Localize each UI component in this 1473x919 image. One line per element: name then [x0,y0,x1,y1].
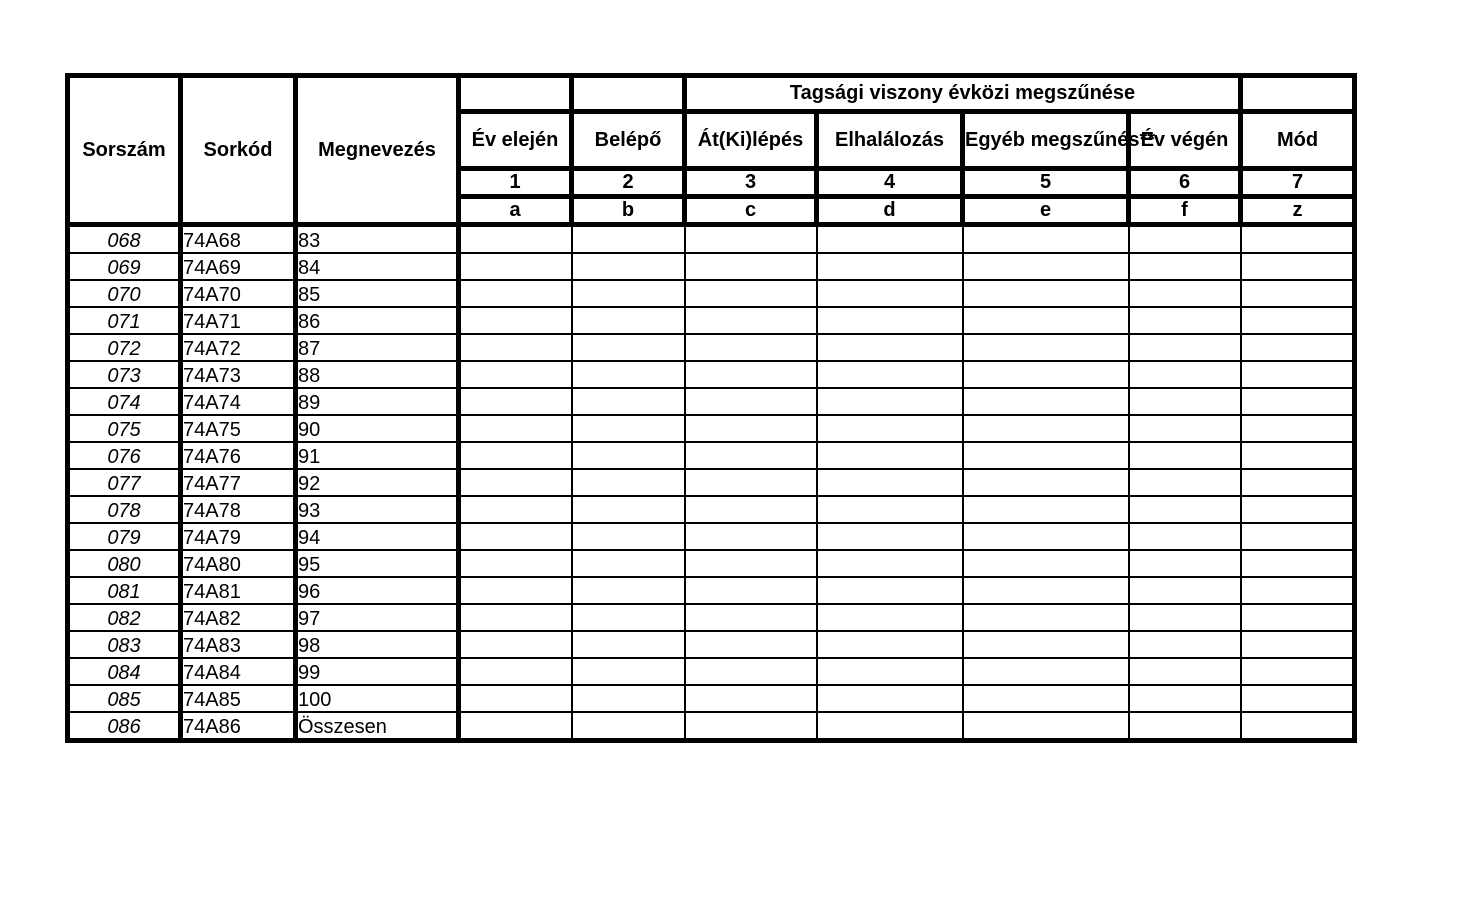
input-cell[interactable] [1129,631,1241,658]
column-header-label: Mód [1241,112,1355,169]
row-code: 74A71 [181,307,296,334]
column-header-label: Elhalálozás [817,112,963,169]
input-cell[interactable] [459,712,572,741]
row-name: 85 [296,280,459,307]
input-cell[interactable] [1241,307,1355,334]
input-cell[interactable] [459,523,572,550]
membership-form-table [65,73,1357,743]
row-name: 83 [296,225,459,254]
table-row [68,496,1355,523]
column-header-letter: c [685,197,817,225]
column-header-letter: f [1129,197,1241,225]
table-row [68,577,1355,604]
input-cell[interactable] [963,523,1129,550]
input-cell[interactable] [817,577,963,604]
column-header-label: Egyéb megszűnés** [963,112,1129,169]
row-name: 93 [296,496,459,523]
row-code: 74A69 [181,253,296,280]
input-cell[interactable] [572,253,685,280]
input-cell[interactable] [459,469,572,496]
row-code: 74A68 [181,225,296,254]
input-cell[interactable] [459,577,572,604]
input-cell[interactable] [1129,658,1241,685]
input-cell[interactable] [572,334,685,361]
table-row [68,361,1355,388]
column-header-letter: e [963,197,1129,225]
input-cell[interactable] [817,388,963,415]
row-code: 74A77 [181,469,296,496]
input-cell[interactable] [1129,334,1241,361]
input-cell[interactable] [1241,334,1355,361]
input-cell[interactable] [1129,253,1241,280]
row-serial: 085 [68,685,181,712]
table-row [68,685,1355,712]
row-name: 91 [296,442,459,469]
input-cell[interactable] [572,712,685,741]
group-header-blank-1 [459,76,572,112]
row-code: 74A76 [181,442,296,469]
group-header-blank-3 [1241,76,1355,112]
group-header-blank-2 [572,76,685,112]
input-cell[interactable] [572,685,685,712]
row-code: 74A73 [181,361,296,388]
input-cell[interactable] [685,685,817,712]
column-header-label: Belépő [572,112,685,169]
row-code: 74A74 [181,388,296,415]
input-cell[interactable] [817,496,963,523]
table-row [68,442,1355,469]
table-row [68,334,1355,361]
input-cell[interactable] [1129,388,1241,415]
input-cell[interactable] [685,523,817,550]
row-serial: 071 [68,307,181,334]
row-name: 84 [296,253,459,280]
table-row [68,225,1355,254]
input-cell[interactable] [572,225,685,254]
input-cell[interactable] [572,577,685,604]
input-cell[interactable] [817,685,963,712]
column-header-number: 5 [963,169,1129,197]
input-cell[interactable] [685,307,817,334]
row-name: 99 [296,658,459,685]
input-cell[interactable] [572,307,685,334]
row-name: 100 [296,685,459,712]
input-cell[interactable] [1241,631,1355,658]
column-header-letter: z [1241,197,1355,225]
input-cell[interactable] [459,550,572,577]
column-header-letter: b [572,197,685,225]
input-cell[interactable] [817,253,963,280]
header-row-group [68,76,1355,112]
row-name: 94 [296,523,459,550]
row-code: 74A83 [181,631,296,658]
input-cell[interactable] [1241,550,1355,577]
row-code: 74A84 [181,658,296,685]
column-header-letter: a [459,197,572,225]
input-cell[interactable] [572,469,685,496]
input-cell[interactable] [685,577,817,604]
column-header-number: 4 [817,169,963,197]
row-serial: 080 [68,550,181,577]
group-header-title: Tagsági viszony évközi megszűnése [685,76,1241,112]
input-cell[interactable] [572,496,685,523]
input-cell[interactable] [685,415,817,442]
input-cell[interactable] [963,658,1129,685]
input-cell[interactable] [963,442,1129,469]
input-cell[interactable] [1129,280,1241,307]
input-cell[interactable] [817,280,963,307]
input-cell[interactable] [1129,523,1241,550]
input-cell[interactable] [1129,469,1241,496]
row-serial: 076 [68,442,181,469]
input-cell[interactable] [459,388,572,415]
row-code: 74A78 [181,496,296,523]
row-name: 89 [296,388,459,415]
input-cell[interactable] [963,496,1129,523]
input-cell[interactable] [572,550,685,577]
table-row [68,307,1355,334]
row-name: 90 [296,415,459,442]
input-cell[interactable] [1241,388,1355,415]
row-name: 98 [296,631,459,658]
row-name: Összesen [296,712,459,741]
header-sorkod: Sorkód [181,76,296,225]
input-cell[interactable] [817,631,963,658]
input-cell[interactable] [1241,496,1355,523]
row-code: 74A80 [181,550,296,577]
input-cell[interactable] [1241,604,1355,631]
input-cell[interactable] [963,469,1129,496]
input-cell[interactable] [817,361,963,388]
input-cell[interactable] [1241,415,1355,442]
row-name: 86 [296,307,459,334]
input-cell[interactable] [1241,361,1355,388]
row-serial: 081 [68,577,181,604]
row-serial: 073 [68,361,181,388]
input-cell[interactable] [459,361,572,388]
input-cell[interactable] [685,225,817,254]
input-cell[interactable] [817,550,963,577]
row-serial: 082 [68,604,181,631]
input-cell[interactable] [459,442,572,469]
row-serial: 068 [68,225,181,254]
input-cell[interactable] [459,631,572,658]
table-row [68,658,1355,685]
input-cell[interactable] [1129,496,1241,523]
input-cell[interactable] [963,712,1129,741]
column-header-number: 7 [1241,169,1355,197]
row-serial: 075 [68,415,181,442]
input-cell[interactable] [1129,604,1241,631]
row-serial: 078 [68,496,181,523]
row-serial: 086 [68,712,181,741]
column-header-number: 3 [685,169,817,197]
input-cell[interactable] [963,334,1129,361]
row-code: 74A79 [181,523,296,550]
input-cell[interactable] [685,280,817,307]
input-cell[interactable] [1241,577,1355,604]
input-cell[interactable] [963,604,1129,631]
row-code: 74A85 [181,685,296,712]
row-code: 74A75 [181,415,296,442]
input-cell[interactable] [685,469,817,496]
header-sorszam: Sorszám [68,76,181,225]
table-row [68,280,1355,307]
input-cell[interactable] [963,361,1129,388]
column-header-label: Év elején [459,112,572,169]
input-cell[interactable] [963,388,1129,415]
input-cell[interactable] [1241,523,1355,550]
input-cell[interactable] [1129,577,1241,604]
row-name: 97 [296,604,459,631]
table-row [68,604,1355,631]
input-cell[interactable] [1241,253,1355,280]
input-cell[interactable] [1129,685,1241,712]
row-code: 74A86 [181,712,296,741]
row-code: 74A82 [181,604,296,631]
input-cell[interactable] [817,415,963,442]
input-cell[interactable] [817,469,963,496]
input-cell[interactable] [963,631,1129,658]
column-header-label: Át(Ki)lépés [685,112,817,169]
input-cell[interactable] [685,712,817,741]
input-cell[interactable] [572,658,685,685]
input-cell[interactable] [963,253,1129,280]
input-cell[interactable] [685,604,817,631]
column-header-letter: d [817,197,963,225]
input-cell[interactable] [817,604,963,631]
row-serial: 084 [68,658,181,685]
input-cell[interactable] [459,334,572,361]
row-name: 88 [296,361,459,388]
column-header-number: 2 [572,169,685,197]
input-cell[interactable] [459,604,572,631]
row-serial: 083 [68,631,181,658]
column-header-number: 6 [1129,169,1241,197]
input-cell[interactable] [459,280,572,307]
input-cell[interactable] [685,253,817,280]
input-cell[interactable] [459,253,572,280]
column-header-number: 1 [459,169,572,197]
input-cell[interactable] [685,550,817,577]
input-cell[interactable] [963,550,1129,577]
input-cell[interactable] [817,334,963,361]
row-serial: 072 [68,334,181,361]
input-cell[interactable] [963,685,1129,712]
row-serial: 074 [68,388,181,415]
input-cell[interactable] [1129,712,1241,741]
input-cell[interactable] [459,307,572,334]
input-cell[interactable] [1241,685,1355,712]
input-cell[interactable] [459,496,572,523]
row-name: 96 [296,577,459,604]
table-row [68,253,1355,280]
input-cell[interactable] [1241,658,1355,685]
input-cell[interactable] [963,280,1129,307]
row-code: 74A70 [181,280,296,307]
input-cell[interactable] [459,658,572,685]
table-row [68,415,1355,442]
input-cell[interactable] [817,307,963,334]
input-cell[interactable] [963,415,1129,442]
input-cell[interactable] [963,307,1129,334]
input-cell[interactable] [572,388,685,415]
header-megnevezes: Megnevezés [296,76,459,225]
input-cell[interactable] [817,712,963,741]
input-cell[interactable] [1241,442,1355,469]
row-name: 87 [296,334,459,361]
row-serial: 070 [68,280,181,307]
input-cell[interactable] [1129,225,1241,254]
input-cell[interactable] [817,523,963,550]
input-cell[interactable] [572,604,685,631]
input-cell[interactable] [1129,361,1241,388]
row-name: 95 [296,550,459,577]
input-cell[interactable] [685,388,817,415]
input-cell[interactable] [1241,469,1355,496]
input-cell[interactable] [572,442,685,469]
row-name: 92 [296,469,459,496]
row-code: 74A72 [181,334,296,361]
input-cell[interactable] [572,361,685,388]
input-cell[interactable] [1241,280,1355,307]
input-cell[interactable] [1241,712,1355,741]
table-row [68,712,1355,741]
input-cell[interactable] [1129,442,1241,469]
input-cell[interactable] [572,631,685,658]
input-cell[interactable] [572,280,685,307]
input-cell[interactable] [572,415,685,442]
table-row [68,631,1355,658]
table-row [68,550,1355,577]
row-serial: 079 [68,523,181,550]
input-cell[interactable] [459,415,572,442]
row-serial: 069 [68,253,181,280]
table-row [68,388,1355,415]
input-cell[interactable] [817,658,963,685]
table-row [68,469,1355,496]
input-cell[interactable] [963,577,1129,604]
input-cell[interactable] [685,658,817,685]
input-cell[interactable] [459,225,572,254]
input-cell[interactable] [685,334,817,361]
input-cell[interactable] [459,685,572,712]
input-cell[interactable] [1129,307,1241,334]
column-header-label: Év végén [1129,112,1241,169]
input-cell[interactable] [1129,550,1241,577]
input-cell[interactable] [685,631,817,658]
input-cell[interactable] [963,225,1129,254]
row-code: 74A81 [181,577,296,604]
table-row [68,523,1355,550]
row-serial: 077 [68,469,181,496]
input-cell[interactable] [817,442,963,469]
input-cell[interactable] [1129,415,1241,442]
input-cell[interactable] [685,361,817,388]
input-cell[interactable] [685,496,817,523]
input-cell[interactable] [817,225,963,254]
input-cell[interactable] [685,442,817,469]
input-cell[interactable] [1241,225,1355,254]
input-cell[interactable] [572,523,685,550]
